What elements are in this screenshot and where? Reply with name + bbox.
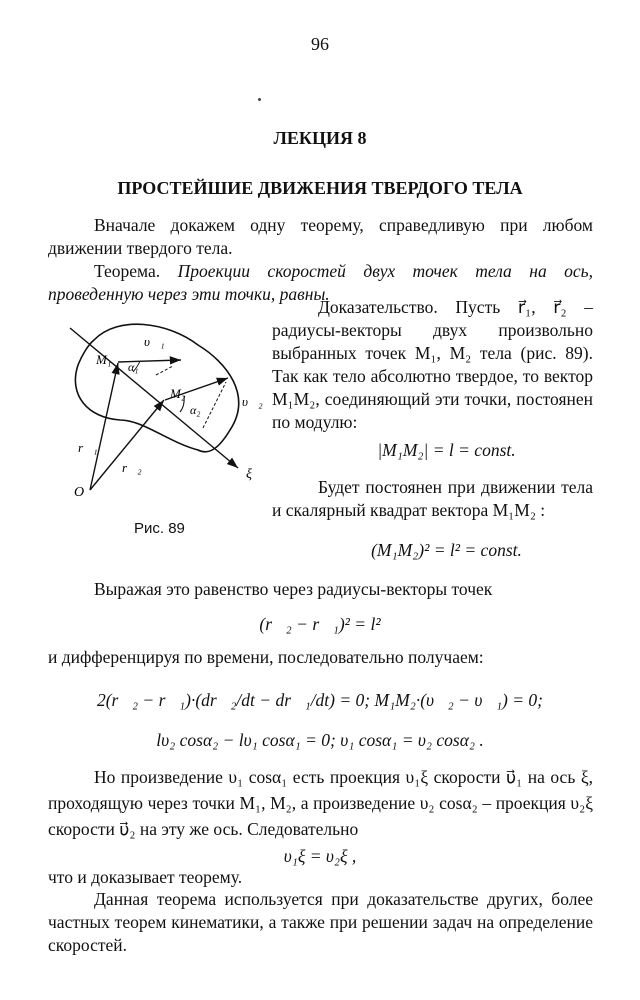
lecture-heading: ЛЕКЦИЯ 8 (273, 128, 367, 148)
paragraph-5: Но произведение υ₁ cosα₁ есть проекция υ₁ξ скорости υ⃗₁ на ось ξ, проходящую через точки M₁, M₂, а произведение υ₂ cosα₂ – проекция υ₂ξ скорости υ⃗₂ на эту же ось. Следовательно (48, 767, 593, 839)
section-title: ПРОСТЕЙШИЕ ДВИЖЕНИЯ ТВЕРДОГО ТЕЛА (117, 178, 523, 198)
equation-3: (r⃗₂ − r⃗₁)² = l² (259, 614, 381, 634)
label-m2: M₂ (170, 386, 186, 401)
label-alpha1: α₁ (128, 360, 139, 374)
label-o: O (74, 485, 85, 500)
theorem-label: Теорема. (94, 261, 161, 281)
v2-projection (203, 382, 226, 428)
figure-caption: Рис. 89 (134, 520, 185, 537)
paragraph-7: Данная теорема используется при доказательстве других, более частных теорем кинематики, а также при решении задач на определение скоростей. (48, 889, 593, 955)
speck (258, 98, 261, 101)
label-xi: ξ (246, 467, 252, 482)
intro-paragraph: Вначале докажем одну теорему, справедливую при любом движении твердого тела. (48, 215, 593, 258)
r2-vector (90, 400, 164, 490)
equation-6: υ₁ξ = υ₂ξ , (283, 846, 357, 866)
paragraph-6: что и доказывает теорему. (48, 867, 243, 887)
label-r2: r⃗₂ (122, 460, 142, 475)
paragraph-4: и дифференцируя по времени, последовательно получаем: (48, 647, 484, 667)
equation-2: (M₁M₂)² = l² = const. (371, 540, 522, 560)
r1-vector (90, 363, 118, 490)
label-v1: υ⃗₁ (144, 334, 165, 349)
equation-4: 2(r⃗₂ − r⃗₁)·(dr⃗₂/dt − dr⃗₁/dt) = 0; M₁M₂·(υ⃗₂ − υ⃗₁) = 0; (96, 690, 544, 710)
equation-5: lυ₂ cosα₂ − lυ₁ cosα₁ = 0; υ₁ cosα₁ = υ₂ cosα₂ . (156, 730, 484, 750)
paragraph-2: Будет постоянен при движении тела и скалярный квадрат вектора M₁M₂ : (272, 477, 593, 520)
label-v2: υ⃗₂ (242, 394, 263, 409)
theorem-text: Проекции скоростей двух точек тела на ось, проведенную через эти точки, равны. (48, 261, 593, 304)
page-number: 96 (311, 34, 329, 54)
proof-paragraph: Доказательство. Пусть r⃗₁, r⃗₂ – радиусы-векторы двух произвольно выбранных точек M₁, M₂ тела (рис. 89). Так как тело абсолютно твердое, то вектор M₁M₂, соединяющий эти точки, постоянен по модулю: (272, 297, 593, 432)
label-r1: r⃗₁ (78, 440, 98, 455)
figure-89 (48, 300, 270, 520)
paragraph-3: Выражая это равенство через радиусы-векторы точек (94, 579, 493, 599)
v1-projection (156, 366, 173, 375)
label-alpha2: α₂ (190, 403, 201, 417)
equation-1: |M₁M₂| = l = const. (377, 440, 516, 460)
label-m1: M₁ (96, 352, 112, 367)
